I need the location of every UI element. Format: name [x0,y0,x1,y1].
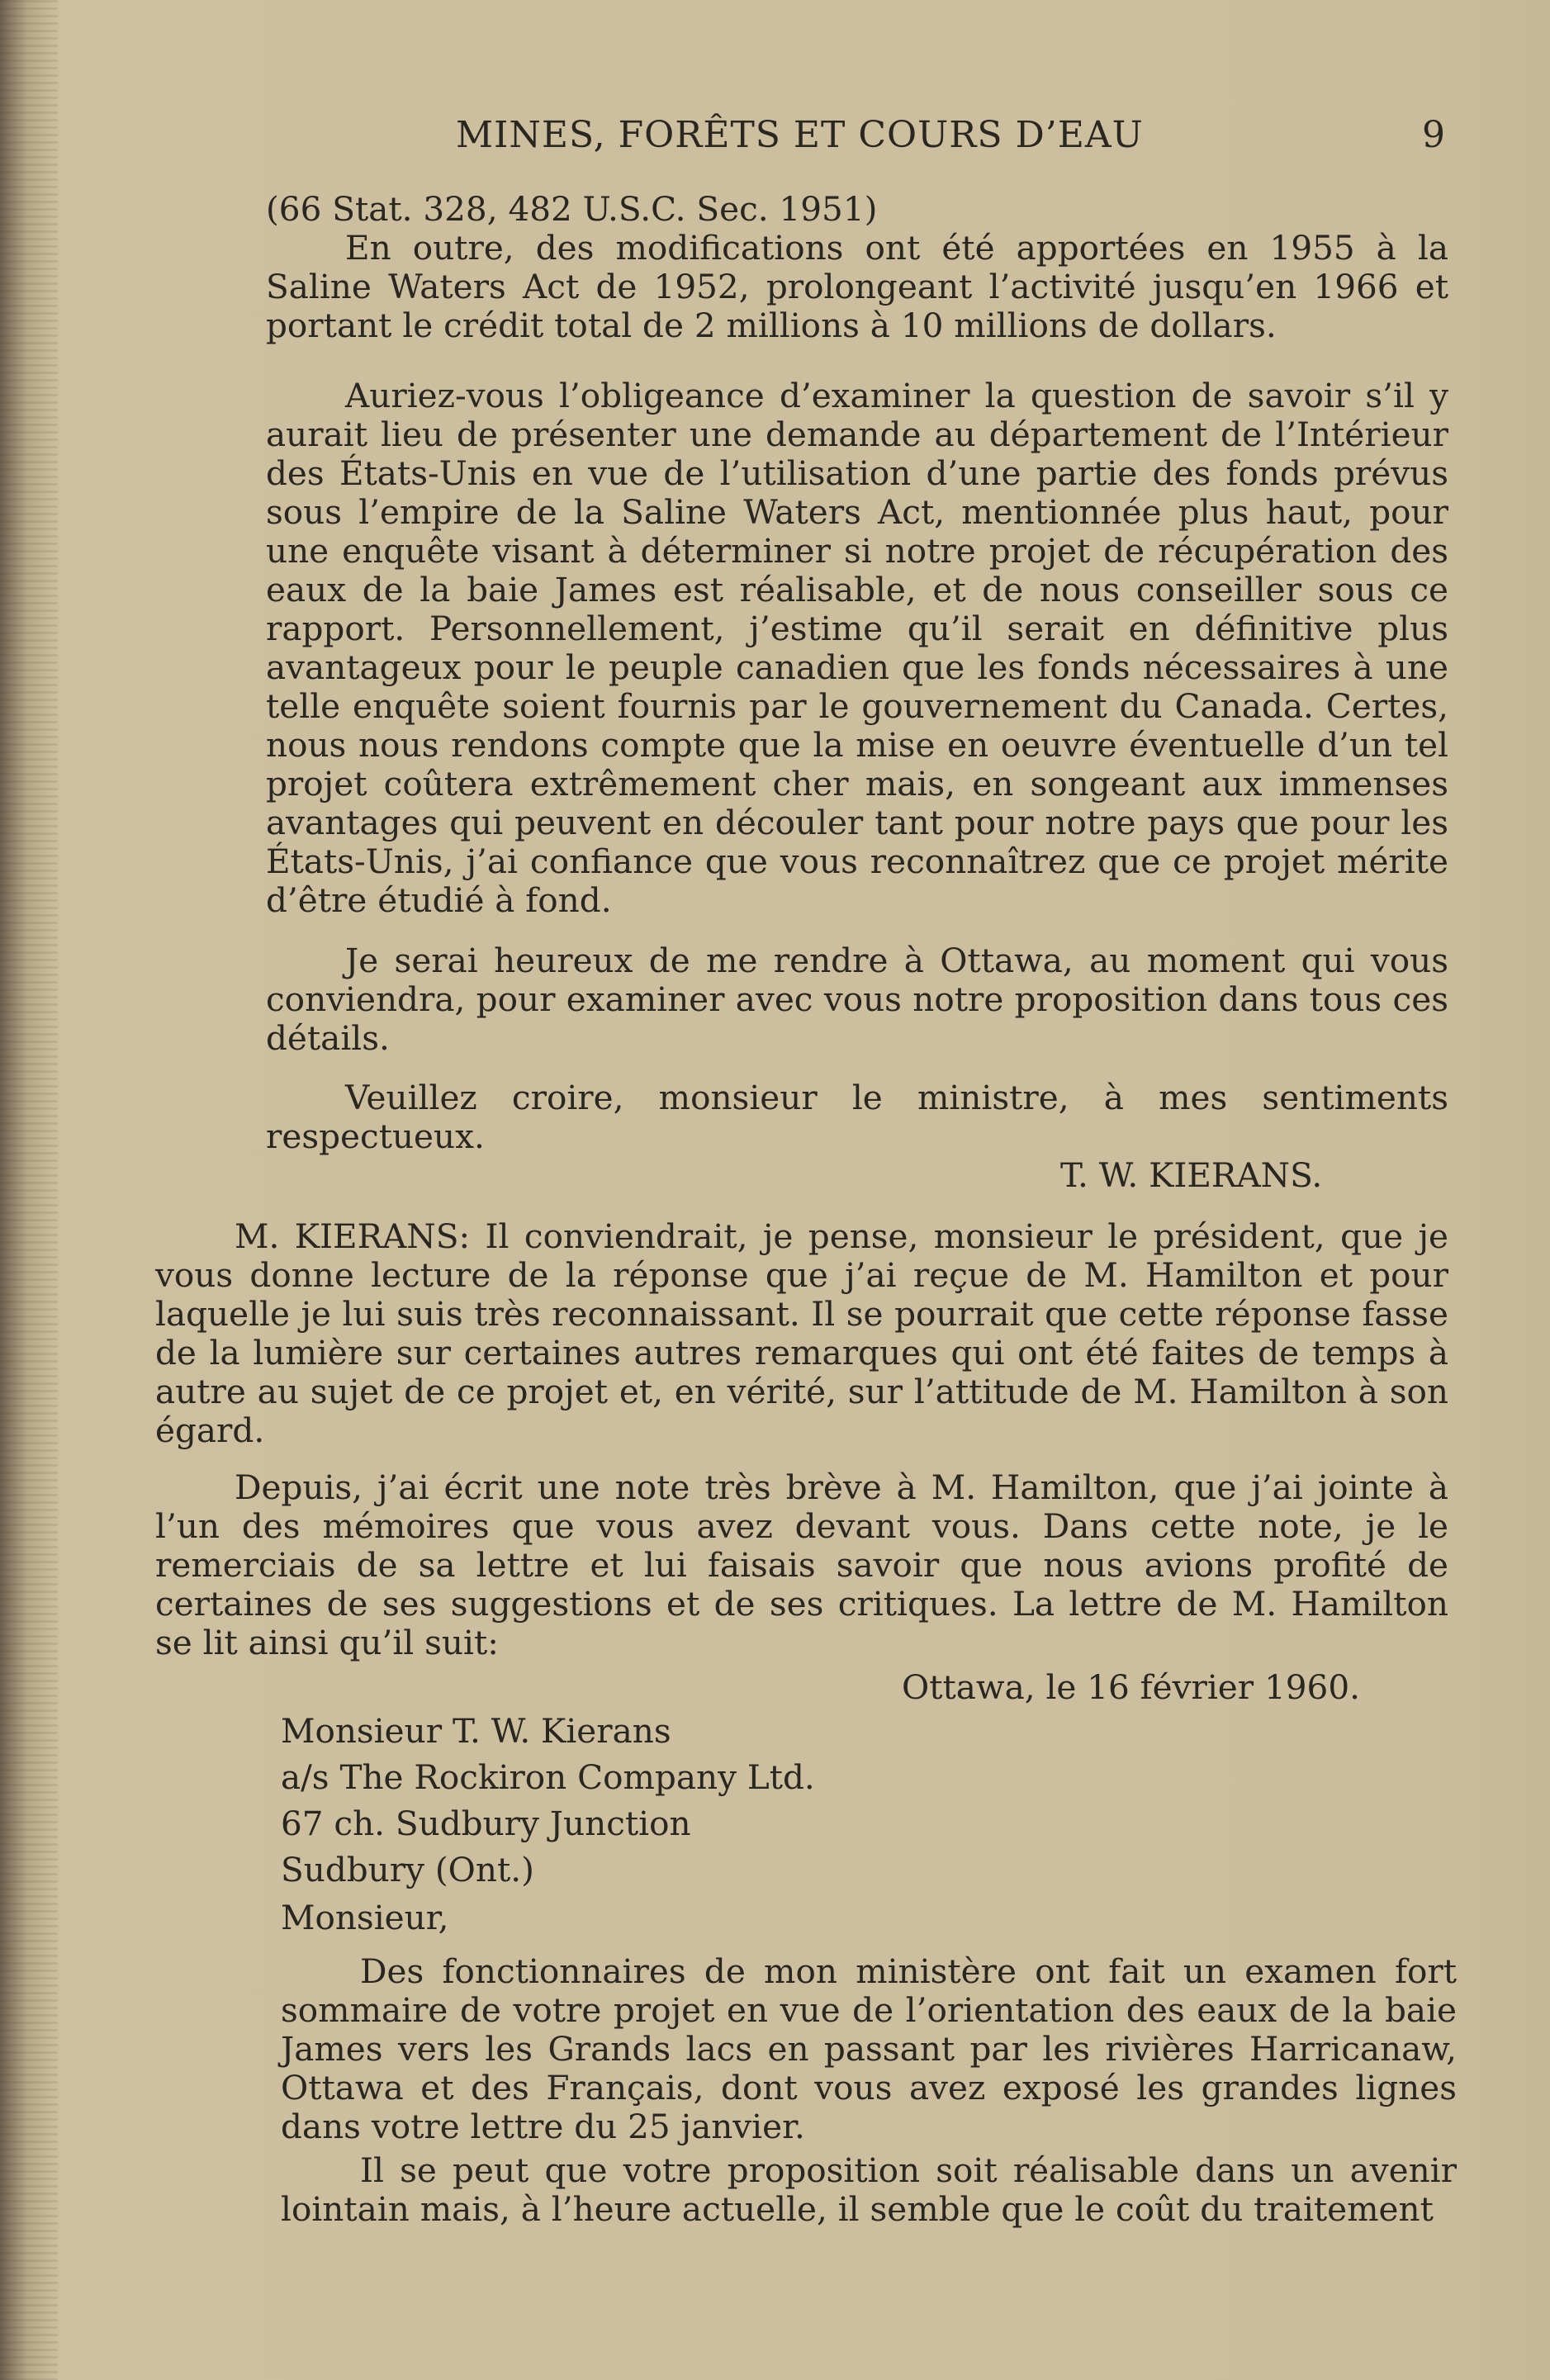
letter-kierans-paragraph-1: En outre, des modifications ont été apportées en 1955 à la Saline Waters Act de 1952, prolongeant l’activité jusqu’en 1966 et portant le crédit total de 2 millions à 10 millions de dollars. [266,228,1448,345]
citation-line: (66 Stat. 328, 482 U.S.C. Sec. 1951) [266,189,878,229]
address-line: a/s The Rockiron Company Ltd. [281,1757,815,1797]
page-binding-shadow [0,0,58,2380]
running-header [0,114,1550,164]
letter-hamilton-paragraph-2: Il se peut que votre proposition soit réalisable dans un avenir lointain mais, à l’heure actuelle, il semble que le coût du traitement [281,2150,1457,2229]
letter-hamilton-address [281,1708,815,1893]
page-number: 9 [1422,114,1446,156]
address-line: 67 ch. Sudbury Junction [281,1804,691,1843]
letter-kierans-closing: Veuillez croire, monsieur le ministre, à mes sentiments respectueux. [266,1078,1448,1156]
letter-kierans-paragraph-2: Auriez-vous l’obligeance d’examiner la question de savoir s’il y aurait lieu de présenter une demande au département de l’Intérieur des États-Unis en vue de l’utilisation d’une partie des fonds prévus sous l’empire de la Saline Waters Act, mentionnée plus haut, pour une enquête visant à déterminer si notre projet de récupération des eaux de la baie James est réalisable, et de nous conseiller sous ce rapport. Personnellement, j’estime qu’il serait en définitive plus avantageux pour le peuple canadien que les fonds nécessaires à une telle enquête soient fournis par le gouvernement du Canada. Certes, nous nous rendons compte que la mise en oeuvre éventuelle d’un tel projet coûtera extrêmement cher mais, en songeant aux immenses avantages qui peuvent en découler tant pour notre pays que pour les États-Unis, j’ai confiance que vous reconnaîtrez que ce projet mérite d’être étudié à fond. [266,376,1448,920]
letter-hamilton-paragraph-1: Des fonctionnaires de mon ministère ont fait un examen fort sommaire de votre projet en vue de l’orientation des eaux de la baie James vers les Grands lacs en passant par les rivières Harricanaw, Ottawa et des Français, dont vous avez exposé les grandes lignes dans votre lettre du 25 janvier. [281,1951,1457,2146]
letter-kierans-signature: T. W. KIERANS. [1060,1155,1323,1195]
letter-kierans-paragraph-3: Je serai heureux de me rendre à Ottawa, au moment qui vous conviendra, pour examiner avec vous notre proposition dans tous ces détails. [266,941,1448,1058]
address-line: Monsieur T. W. Kierans [281,1711,671,1751]
address-line: Sudbury (Ont.) [281,1850,534,1889]
header-title: MINES, FORÊTS ET COURS D’EAU [456,114,1144,156]
testimony-paragraph-2: Depuis, j’ai écrit une note très brève à M. Hamilton, que j’ai jointe à l’un des mémoires que vous avez devant vous. Dans cette note, je le remerciais de sa lettre et lui faisais savoir que nous avions profité de certaines de ses suggestions et de ses critiques. La lettre de M. Hamilton se lit ainsi qu’il suit: [155,1467,1448,1662]
letter-hamilton-salutation: Monsieur, [281,1898,449,1937]
letter-hamilton-date: Ottawa, le 16 février 1960. [902,1667,1360,1707]
testimony-paragraph-1: M. KIERANS: Il conviendrait, je pense, monsieur le président, que je vous donne lecture de la réponse que j’ai reçue de M. Hamilton et pour laquelle je lui suis très reconnaissant. Il se pourrait que cette réponse fasse de la lumière sur certaines autres remarques qui ont été faites de temps à autre au sujet de ce projet et, en vérité, sur l’attitude de M. Hamilton à son égard. [155,1216,1448,1450]
